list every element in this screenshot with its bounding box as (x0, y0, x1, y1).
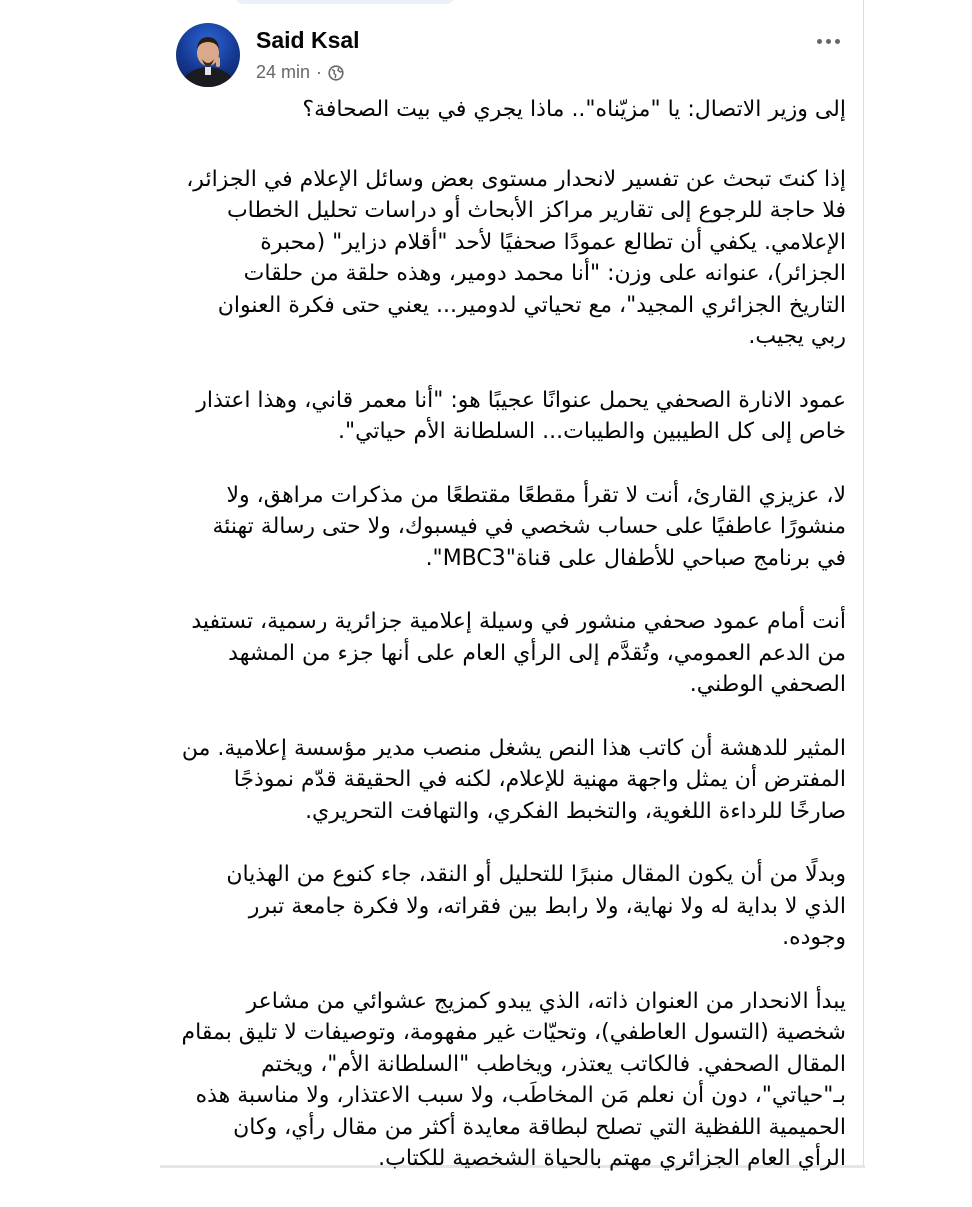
post-timestamp[interactable]: 24 min (256, 62, 311, 82)
post-paragraph: عمود الانارة الصحفي يحمل عنوانًا عجيبًا هو: "أنا معمر قاني، وهذا اعتذار خاص إلى كل الطيبين والطيبات... السلطانة الأم حياتي". (196, 387, 846, 444)
globe-icon[interactable] (328, 65, 344, 81)
more-options-icon[interactable] (810, 29, 846, 53)
post-paragraph: يبدأ الانحدار من العنوان ذاته، الذي يبدو كمزيج عشوائي من مشاعر شخصية (التسول العاطفي)، وتحيّات غير مفهومة، وتوصيفات لا تليق بمقام المقال الصحفي. فالكاتب يعتذر، ويخاطب "السلطانة الأم"، ويختم بـ"حياتي"، دون أن نعلم مَن المخاطَب، ولا سبب الاعتذار، ولا مناسبة هذه الحميمية اللفظية التي تصلح لبطاقة معايدة أكثر من مقال رأي، وكان الرأي العام الجزائري مهتم بالحياة الشخصية للكتاب. (181, 988, 846, 1171)
post-meta (256, 62, 344, 83)
post-body (180, 94, 846, 1207)
post-paragraph: وبدلًا من أن يكون المقال منبرًا للتحليل أو النقد، جاء كنوع من الهذيان الذي لا بداية له ولا نهاية، ولا رابط بين فقراته، ولا فكرة جامعة تبرر وجوده. (226, 862, 846, 950)
post-paragraph: المثير للدهشة أن كاتب هذا النص يشغل منصب مدير مؤسسة إعلامية. من المفترض أن يمثل واجهة مهنية للإعلام، لكنه في الحقيقة قدّم نموذجًا صارخًا للرداءة اللغوية، والتخبط الفكري، والتهافت التحريري. (181, 735, 846, 824)
author-name[interactable]: Said Ksal (256, 27, 360, 53)
post-header (176, 23, 846, 93)
post-paragraph: إذا كنتَ تبحث عن تفسير لانحدار مستوى بعض وسائل الإعلام في الجزائر، فلا حاجة للرجوع إلى تقارير مراكز الأبحاث أو دراسات تحليل الخطاب الإعلامي. يكفي أن تطالع عمودًا صحفيًا لأحد "أقلام دزاير" (محبرة الجزائر)، عنوانه على وزن: "أنا محمد دومير، وهذه حلقة من حلقات التاريخ الجزائري المجيد"، مع تحياتي لدومير... يعني حتى فكرة العنوان ربي يجيب. (186, 166, 846, 349)
avatar[interactable] (176, 23, 240, 87)
top-decoration (235, 0, 455, 4)
post-paragraph: لا، عزيزي القارئ، أنت لا تقرأ مقطعًا مقتطعًا من مذكرات مراهق، ولا منشورًا عاطفيًا على حساب شخصي في فيسبوك، ولا حتى رسالة تهنئة في برنامج صباحي للأطفال على قناة"MBC3". (212, 482, 846, 571)
meta-separator: · (316, 62, 323, 82)
post-paragraph: أنت أمام عمود صحفي منشور في وسيلة إعلامية جزائرية رسمية، تستفيد من الدعم العمومي، وتُقدَّم إلى الرأي العام على أنها جزء من المشهد الصحفي الوطني. (191, 609, 846, 697)
card-right-border (863, 0, 864, 1168)
post-headline: إلى وزير الاتصال: يا "مزيّناه".. ماذا يجري في بيت الصحافة؟ (302, 97, 846, 122)
